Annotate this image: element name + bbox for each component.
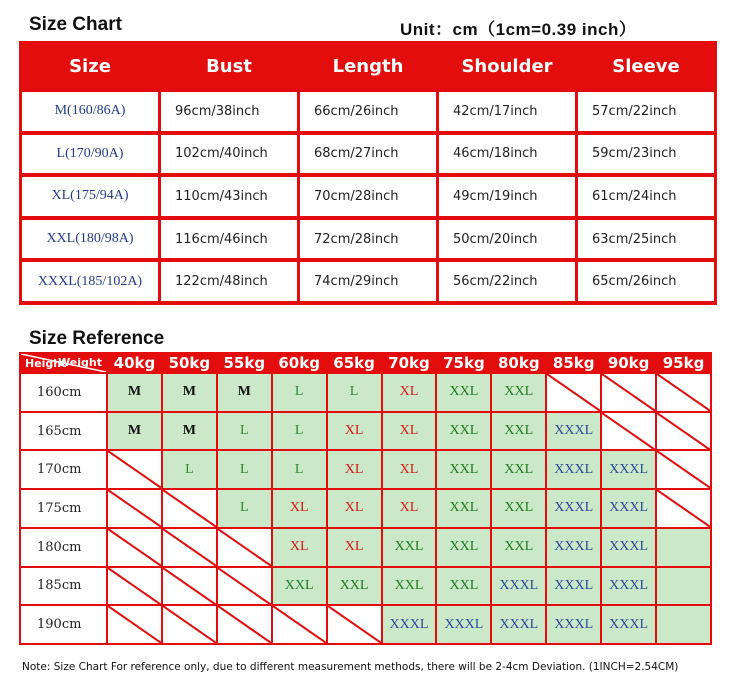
cell-diagonal-line [218,568,271,605]
size-label: XXXL [609,539,649,555]
not-available-cell [163,606,216,643]
size-label: XXL [504,423,534,439]
not-available-cell [108,529,161,566]
weight-header: 55kg [218,354,271,372]
table-row [21,529,710,566]
size-cell: M(160/86A) [22,92,158,131]
cell-diagonal-line [657,374,710,411]
table-row [21,568,710,605]
size-label: XXXL [554,577,594,593]
size-label: XL [344,423,364,439]
col-header-length: Length [300,45,436,88]
shoulder-cell: 46cm/18inch [439,135,575,174]
corner-height-label: Height [25,357,67,370]
size-recommendation-cell [492,490,545,527]
size-reference-table [19,352,712,645]
cell-diagonal-line [602,413,655,450]
size-reference-title: Size Reference [29,328,165,349]
size-chart-header-row [22,45,714,88]
size-recommendation-cell [383,606,436,643]
cell-diagonal-line [108,451,161,488]
size-label: XXL [449,539,479,555]
size-recommendation-cell [492,413,545,450]
cell-diagonal-line [163,529,216,566]
sleeve-cell: 61cm/24inch [578,177,714,216]
size-recommendation-cell [273,451,326,488]
size-label: XL [344,539,364,555]
size-chart-title: Size Chart [29,14,122,35]
size-recommendation-cell [492,568,545,605]
size-label: XXXL [609,577,649,593]
size-recommendation-cell [492,606,545,643]
size-recommendation-cell [602,606,655,643]
cell-diagonal-line [328,606,381,643]
size-recommendation-cell [273,374,326,411]
size-label: XXL [449,461,479,477]
size-label: XXL [449,384,479,400]
size-recommendation-cell [328,413,381,450]
col-header-shoulder: Shoulder [439,45,575,88]
bust-cell: 116cm/46inch [161,220,297,259]
cell-diagonal-line [547,374,600,411]
cell-diagonal-line [108,568,161,605]
size-recommendation-cell [108,374,161,411]
size-recommendation-cell [163,413,216,450]
size-chart-table [19,41,717,305]
size-recommendation-cell [273,490,326,527]
height-label: 165cm [21,413,106,450]
size-recommendation-cell [218,413,271,450]
length-cell: 66cm/26inch [300,92,436,131]
size-reference-header-row [21,354,710,372]
cell-diagonal-line [163,490,216,527]
size-recommendation-cell [328,490,381,527]
size-recommendation-cell [547,606,600,643]
size-label: XXL [284,577,314,593]
size-recommendation-cell [273,529,326,566]
size-label: M [182,384,196,400]
size-recommendation-cell [492,374,545,411]
size-label: L [294,384,304,400]
size-label: M [237,384,251,400]
size-recommendation-cell [218,490,271,527]
size-recommendation-cell [602,490,655,527]
weight-header: 85kg [547,354,600,372]
weight-header: 60kg [273,354,326,372]
footnote: Note: Size Chart For reference only, due to different measurement methods, there will be 2-4cm Deviation. (1INCH=2.54CM) [22,661,679,673]
cell-diagonal-line [218,529,271,566]
size-recommendation-cell [547,490,600,527]
not-available-cell [163,490,216,527]
size-recommendation-cell [383,529,436,566]
size-label: L [294,461,304,477]
height-label: 190cm [21,606,106,643]
size-recommendation-cell [657,568,710,605]
not-available-cell [163,568,216,605]
size-label: XXL [504,500,534,516]
size-recommendation-cell [547,529,600,566]
sleeve-cell: 65cm/26inch [578,262,714,301]
size-label: XXXL [554,539,594,555]
size-label: XXL [339,577,369,593]
corner-header [21,354,106,372]
sleeve-cell: 59cm/23inch [578,135,714,174]
size-label: XXXL [554,461,594,477]
size-recommendation-cell [437,451,490,488]
not-available-cell [108,451,161,488]
size-label: XL [344,500,364,516]
height-label: 160cm [21,374,106,411]
cell-diagonal-line [273,606,326,643]
size-label: M [182,423,196,439]
weight-header: 50kg [163,354,216,372]
bust-cell: 110cm/43inch [161,177,297,216]
size-recommendation-cell [602,568,655,605]
col-header-size: Size [22,45,158,88]
size-label: XXL [449,500,479,516]
cell-diagonal-line [657,413,710,450]
length-cell: 72cm/28inch [300,220,436,259]
not-available-cell [218,529,271,566]
table-row [21,490,710,527]
height-label: 170cm [21,451,106,488]
size-label: XL [289,500,309,516]
size-label: L [239,500,249,516]
height-label: 180cm [21,529,106,566]
cell-diagonal-line [163,606,216,643]
not-available-cell [602,374,655,411]
size-label: XXXL [389,616,429,632]
size-label: XXXL [609,461,649,477]
shoulder-cell: 56cm/22inch [439,262,575,301]
size-label: L [239,461,249,477]
size-label: XXXL [609,500,649,516]
not-available-cell [657,374,710,411]
size-label: XXL [504,461,534,477]
size-label: M [127,423,142,439]
table-row [21,451,710,488]
size-recommendation-cell [437,413,490,450]
col-header-bust: Bust [161,45,297,88]
size-recommendation-cell [328,374,381,411]
size-label: XL [399,461,419,477]
table-row [22,135,714,174]
cell-diagonal-line [602,374,655,411]
size-label: XXL [394,539,424,555]
size-recommendation-cell [328,451,381,488]
size-label: XXL [394,577,424,593]
size-recommendation-cell [437,490,490,527]
size-recommendation-cell [383,374,436,411]
table-row [22,220,714,259]
size-recommendation-cell [383,490,436,527]
size-label: XL [399,423,419,439]
size-recommendation-cell [163,374,216,411]
size-label: XXXL [554,616,594,632]
size-recommendation-cell [547,568,600,605]
cell-diagonal-line [108,490,161,527]
weight-header: 75kg [437,354,490,372]
not-available-cell [108,606,161,643]
size-label: XL [399,500,419,516]
bust-cell: 122cm/48inch [161,262,297,301]
size-label: XXXL [554,423,594,439]
sleeve-cell: 63cm/25inch [578,220,714,259]
size-cell: XL(175/94A) [22,177,158,216]
sleeve-cell: 57cm/22inch [578,92,714,131]
not-available-cell [108,490,161,527]
size-label: XL [399,384,419,400]
weight-header: 40kg [108,354,161,372]
table-row [21,606,710,643]
cell-diagonal-line [108,529,161,566]
not-available-cell [218,568,271,605]
size-recommendation-cell [492,451,545,488]
weight-header: 80kg [492,354,545,372]
size-label: XXL [504,539,534,555]
unit-note: Unit：cm（1cm=0.39 inch） [400,20,637,39]
col-header-sleeve: Sleeve [578,45,714,88]
size-label: XXXL [444,616,484,632]
size-cell: XXXL(185/102A) [22,262,158,301]
weight-header: 70kg [383,354,436,372]
size-label: XXL [449,577,479,593]
size-recommendation-cell [437,374,490,411]
size-recommendation-cell [657,529,710,566]
size-recommendation-cell [492,529,545,566]
size-label: XXXL [499,616,539,632]
not-available-cell [547,374,600,411]
size-label: L [239,423,249,439]
weight-header: 65kg [328,354,381,372]
size-label: XXL [449,423,479,439]
size-label: XXXL [554,500,594,516]
size-recommendation-cell [602,529,655,566]
shoulder-cell: 49cm/19inch [439,177,575,216]
weight-header: 95kg [657,354,710,372]
not-available-cell [602,413,655,450]
size-recommendation-cell [547,451,600,488]
cell-diagonal-line [163,568,216,605]
length-cell: 74cm/29inch [300,262,436,301]
size-label: XXL [504,384,534,400]
size-recommendation-cell [218,451,271,488]
shoulder-cell: 42cm/17inch [439,92,575,131]
size-label: M [127,384,142,400]
size-recommendation-cell [547,413,600,450]
length-cell: 70cm/28inch [300,177,436,216]
size-recommendation-cell [437,529,490,566]
size-label: XXXL [609,616,649,632]
size-recommendation-cell [328,568,381,605]
size-label: XL [344,461,364,477]
size-label: L [185,461,194,477]
size-cell: XXL(180/98A) [22,220,158,259]
height-label: 175cm [21,490,106,527]
size-recommendation-cell [437,606,490,643]
size-recommendation-cell [163,451,216,488]
size-recommendation-cell [602,451,655,488]
not-available-cell [273,606,326,643]
size-recommendation-cell [383,413,436,450]
table-row [21,374,710,411]
size-recommendation-cell [328,529,381,566]
size-recommendation-cell [218,374,271,411]
not-available-cell [657,413,710,450]
size-recommendation-cell [108,413,161,450]
size-recommendation-cell [437,568,490,605]
cell-diagonal-line [657,490,710,527]
weight-header: 90kg [602,354,655,372]
size-label: L [349,384,359,400]
bust-cell: 102cm/40inch [161,135,297,174]
size-recommendation-cell [273,413,326,450]
table-row [22,92,714,131]
not-available-cell [108,568,161,605]
not-available-cell [163,529,216,566]
size-label: XL [289,539,309,555]
cell-diagonal-line [108,606,161,643]
not-available-cell [328,606,381,643]
size-recommendation-cell [657,606,710,643]
length-cell: 68cm/27inch [300,135,436,174]
not-available-cell [218,606,271,643]
cell-diagonal-line [657,451,710,488]
size-recommendation-cell [273,568,326,605]
height-label: 185cm [21,568,106,605]
table-row [22,177,714,216]
shoulder-cell: 50cm/20inch [439,220,575,259]
corner-weight-label: Weight [58,356,102,369]
table-row [22,262,714,301]
cell-diagonal-line [218,606,271,643]
not-available-cell [657,490,710,527]
size-label: L [294,423,304,439]
table-row [21,413,710,450]
size-recommendation-cell [383,451,436,488]
size-recommendation-cell [383,568,436,605]
size-cell: L(170/90A) [22,135,158,174]
bust-cell: 96cm/38inch [161,92,297,131]
not-available-cell [657,451,710,488]
size-label: XXXL [499,577,539,593]
